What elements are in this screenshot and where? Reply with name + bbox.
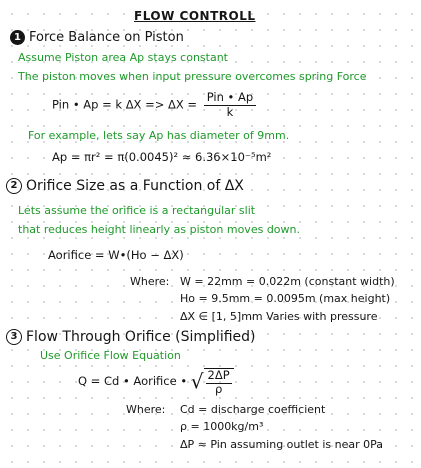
force-balance-lhs: Pin • Ap = k ΔX => ΔX =: [52, 97, 198, 112]
flow-equation-lhs: Q = Cd • Aorifice •: [78, 374, 188, 388]
section-2-where-label: Where:: [130, 275, 170, 288]
density-definition: ρ = 1000kg/m³: [180, 420, 264, 433]
width-definition: W = 22mm = 0.022m (constant width): [180, 275, 395, 288]
section-3-note-1: Use Orifice Flow Equation: [40, 349, 181, 362]
section-2-note-1: Lets assume the orifice is a rectangular slit: [18, 204, 256, 217]
section-3-title: Flow Through Orifice (Simplified): [26, 329, 256, 345]
radicand: [204, 368, 234, 395]
fraction-denominator: k: [226, 104, 234, 119]
section-2-title: Orifice Size as a Function of ΔX: [26, 178, 244, 194]
section-3-where-label: Where:: [126, 403, 166, 416]
square-root: [191, 368, 234, 395]
radicand-denominator: ρ: [214, 381, 223, 396]
section-2-note-2: that reduces height linearly as piston moves down.: [18, 223, 300, 236]
radicand-numerator: 2ΔP: [207, 368, 230, 382]
force-balance-equation: [52, 92, 259, 118]
section-1-note-1: Assume Piston area Ap stays constant: [18, 51, 228, 64]
height-definition: Ho = 9.5mm = 0.0095m (max height): [180, 292, 391, 305]
discharge-coefficient-definition: Cd = discharge coefficient: [180, 403, 326, 416]
section-1-example: For example, lets say Ap has diameter of 9mm.: [28, 129, 290, 142]
section-1-note-2: The piston moves when input pressure overcomes spring Force: [18, 70, 367, 83]
page-title: FLOW CONTROLL: [134, 9, 256, 23]
radical-symbol: √: [190, 369, 204, 394]
orifice-flow-equation: [78, 368, 234, 395]
pressure-difference-definition: ΔP ≈ Pin assuming outlet is near 0Pa: [180, 438, 383, 451]
section-1-heading: [10, 30, 184, 45]
fraction-numerator: Pin • Ap: [204, 92, 256, 106]
displacement-definition: ΔX ∈ [1, 5]mm Varies with pressure: [180, 310, 378, 323]
orifice-area-equation: Aorifice = W•(Ho − ΔX): [48, 248, 184, 262]
section-2-number: 2: [6, 178, 22, 194]
section-3-number: 3: [6, 329, 22, 345]
force-balance-fraction: [204, 92, 256, 118]
section-2-heading: [6, 178, 244, 194]
area-equation: Ap = πr² = π(0.0045)² ≈ 6.36×10⁻⁵m²: [52, 150, 272, 164]
section-3-heading: [6, 329, 256, 345]
section-1-number: 1: [10, 30, 25, 45]
section-1-title: Force Balance on Piston: [29, 30, 184, 45]
